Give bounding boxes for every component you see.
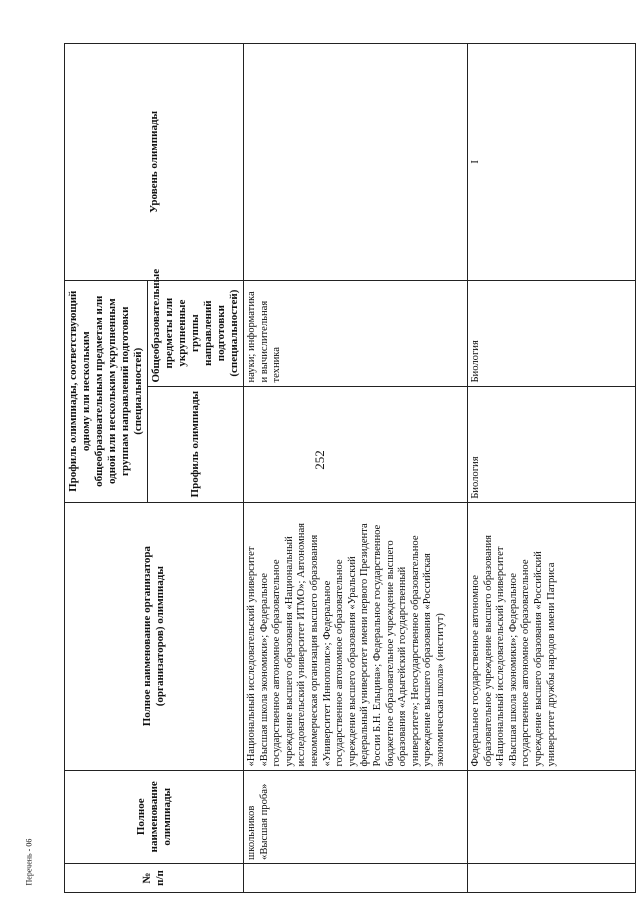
header-num: № п/п xyxy=(65,863,244,892)
cell-profile xyxy=(244,386,468,502)
header-level: Уровень олимпиады xyxy=(65,44,244,281)
header-name: Полное наименование олимпиады xyxy=(65,770,244,863)
cell-subjects: Биология xyxy=(468,280,636,386)
cell-level: I xyxy=(468,44,636,281)
table-row xyxy=(468,44,636,893)
cell-profile: Биология xyxy=(468,386,636,502)
page-number: 252 xyxy=(312,450,327,470)
table-row xyxy=(244,44,468,893)
cell-num xyxy=(244,863,468,892)
cell-organizer: «Национальный исследовательский университет «Высшая школа экономики»; Федеральное государственное автономное образовательное учреждение высшего образования «Национальный исследовательский университет ИТМО»; Автономная некоммерческая организация высшего образования «Университет Иннополис»; Федеральное государственное автономное образовательное учреждение высшего образования «Уральский федеральный университет имени первого Президента России Б.Н. Ельцина»; Федеральное государственное бюджетное образовательное учреждение высшего образования «Адыгейский государственный университет»; Негосударственное образовательное учреждение высшего образования «Российская экономическая школа» (институт) xyxy=(244,502,468,770)
olympiad-table xyxy=(64,43,636,893)
cell-num xyxy=(468,863,636,892)
footer-note: Перечень - 06 xyxy=(24,838,34,886)
cell-level xyxy=(244,44,468,281)
cell-subjects: науки; информатика и вычислительная техника xyxy=(244,280,468,386)
header-subjects: Общеобразовательные предметы или укрупненные группы направлений подготовки (специальностей) xyxy=(148,280,244,386)
header-profile-group: Профиль олимпиады, соответствующий одному или нескольким общеобразовательным предметам или одной или нескольким укрупненным группам направлений подготовки (специальностей) xyxy=(65,280,148,502)
olympiad-table-sheet xyxy=(64,43,636,893)
header-profile: Профиль олимпиады xyxy=(148,386,244,502)
header-organizer: Полное наименование организатора (организаторов) олимпиады xyxy=(65,502,244,770)
cell-name xyxy=(468,770,636,863)
cell-organizer: Федеральное государственное автономное образовательное учреждение высшего образования «Национальный исследовательский университет «Высшая школа экономики»; Федеральное государственное автономное образовательное учреждение высшего образования «Российский университет дружбы народов имени Патриса xyxy=(468,502,636,770)
cell-name: школьников «Высшая проба» xyxy=(244,770,468,863)
